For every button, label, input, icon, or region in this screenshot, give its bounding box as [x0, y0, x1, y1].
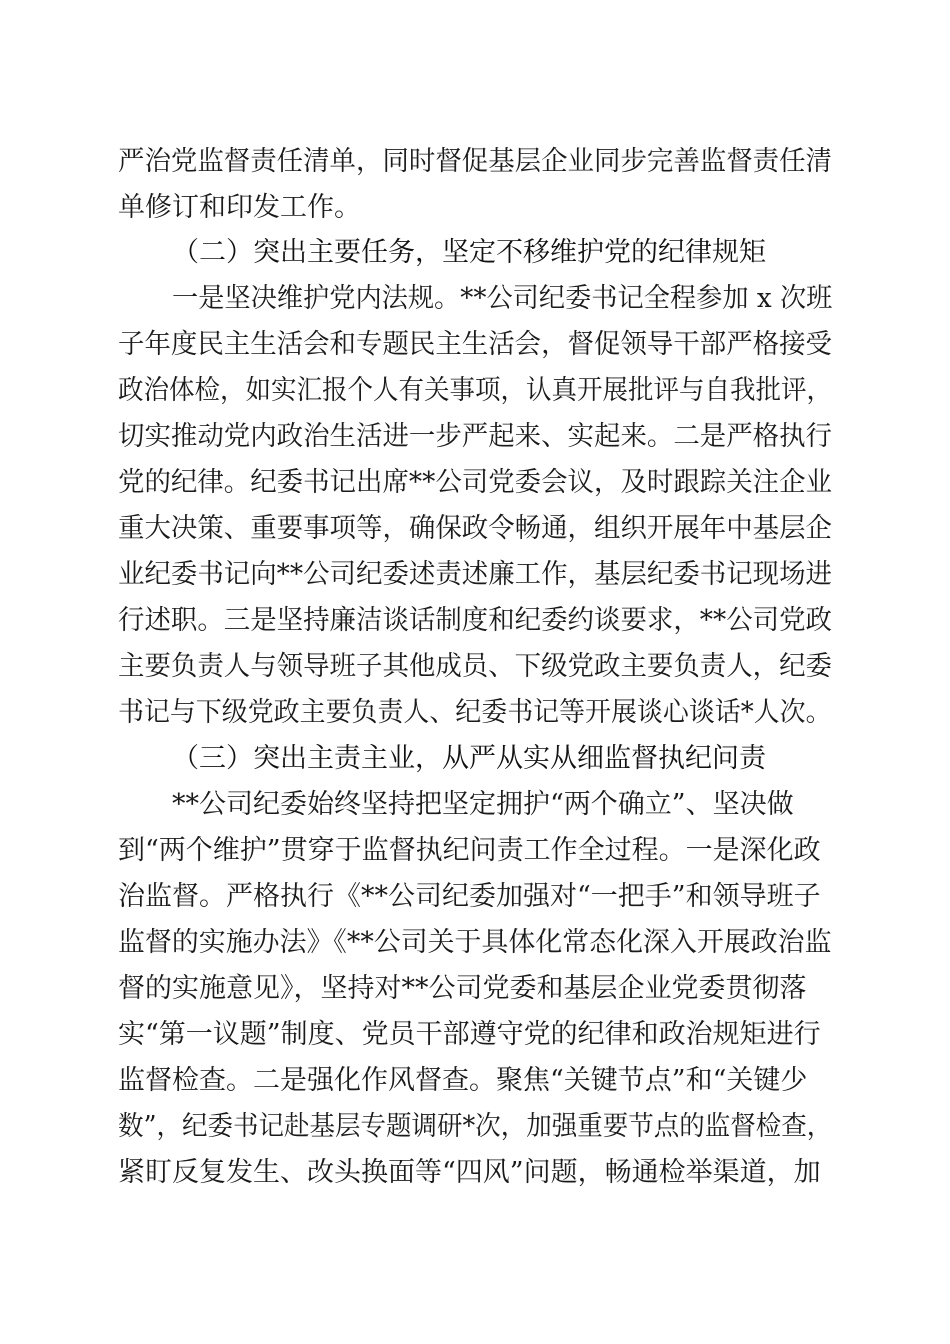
section-heading-3: （三）突出主责主业，从严从实从细监督执纪问责: [172, 743, 766, 774]
paragraph-line: 单修订和印发工作。: [118, 192, 361, 223]
paragraph-line: 重大决策、重要事项等，确保政令畅通，组织开展年中基层企: [118, 513, 832, 544]
paragraph-line: 到“两个维护”贯穿于监督执纪问责工作全过程。一是深化政: [118, 835, 821, 866]
paragraph-line: 实“第一议题”制度、党员干部遵守党的纪律和政治规矩进行: [118, 1019, 821, 1050]
paragraph-line: 监督的实施办法》《**公司关于具体化常态化深入开展政治监: [118, 927, 832, 958]
section-heading-2: （二）突出主要任务，坚定不移维护党的纪律规矩: [172, 237, 766, 268]
paragraph-line: 一是坚决维护党内法规。**公司纪委书记全程参加 x 次班: [172, 283, 833, 314]
paragraph-line: 治监督。严格执行《**公司纪委加强对“一把手”和领导班子: [118, 881, 821, 912]
paragraph-line: 业纪委书记向**公司纪委述责述廉工作，基层纪委书记现场进: [118, 559, 832, 590]
paragraph-line: 主要负责人与领导班子其他成员、下级党政主要负责人，纪委: [118, 651, 832, 682]
paragraph-line: 政治体检，如实汇报个人有关事项，认真开展批评与自我批评，: [118, 375, 832, 406]
paragraph-line: 党的纪律。纪委书记出席**公司党委会议，及时跟踪关注企业: [118, 467, 832, 498]
paragraph-line: 监督检查。二是强化作风督查。聚焦“关键节点”和“关键少: [118, 1065, 808, 1096]
paragraph-line: **公司纪委始终坚持把坚定拥护“两个确立”、坚决做: [172, 789, 794, 820]
paragraph-line: 子年度民主生活会和专题民主生活会，督促领导干部严格接受: [118, 329, 832, 360]
paragraph-line: 督的实施意见》，坚持对**公司党委和基层企业党委贯彻落: [118, 973, 807, 1004]
paragraph-line: 切实推动党内政治生活进一步严起来、实起来。二是严格执行: [118, 421, 832, 452]
paragraph-line: 紧盯反复发生、改头换面等“四风”问题，畅通检举渠道，加: [118, 1157, 821, 1188]
paragraph-line: 书记与下级党政主要负责人、纪委书记等开展谈心谈话*人次。: [118, 697, 832, 728]
paragraph-line: 数”，纪委书记赴基层专题调研*次，加强重要节点的监督检查，: [118, 1111, 833, 1142]
paragraph-line: 严治党监督责任清单，同时督促基层企业同步完善监督责任清: [118, 146, 832, 177]
paragraph-line: 行述职。三是坚持廉洁谈话制度和纪委约谈要求，**公司党政: [118, 605, 832, 636]
